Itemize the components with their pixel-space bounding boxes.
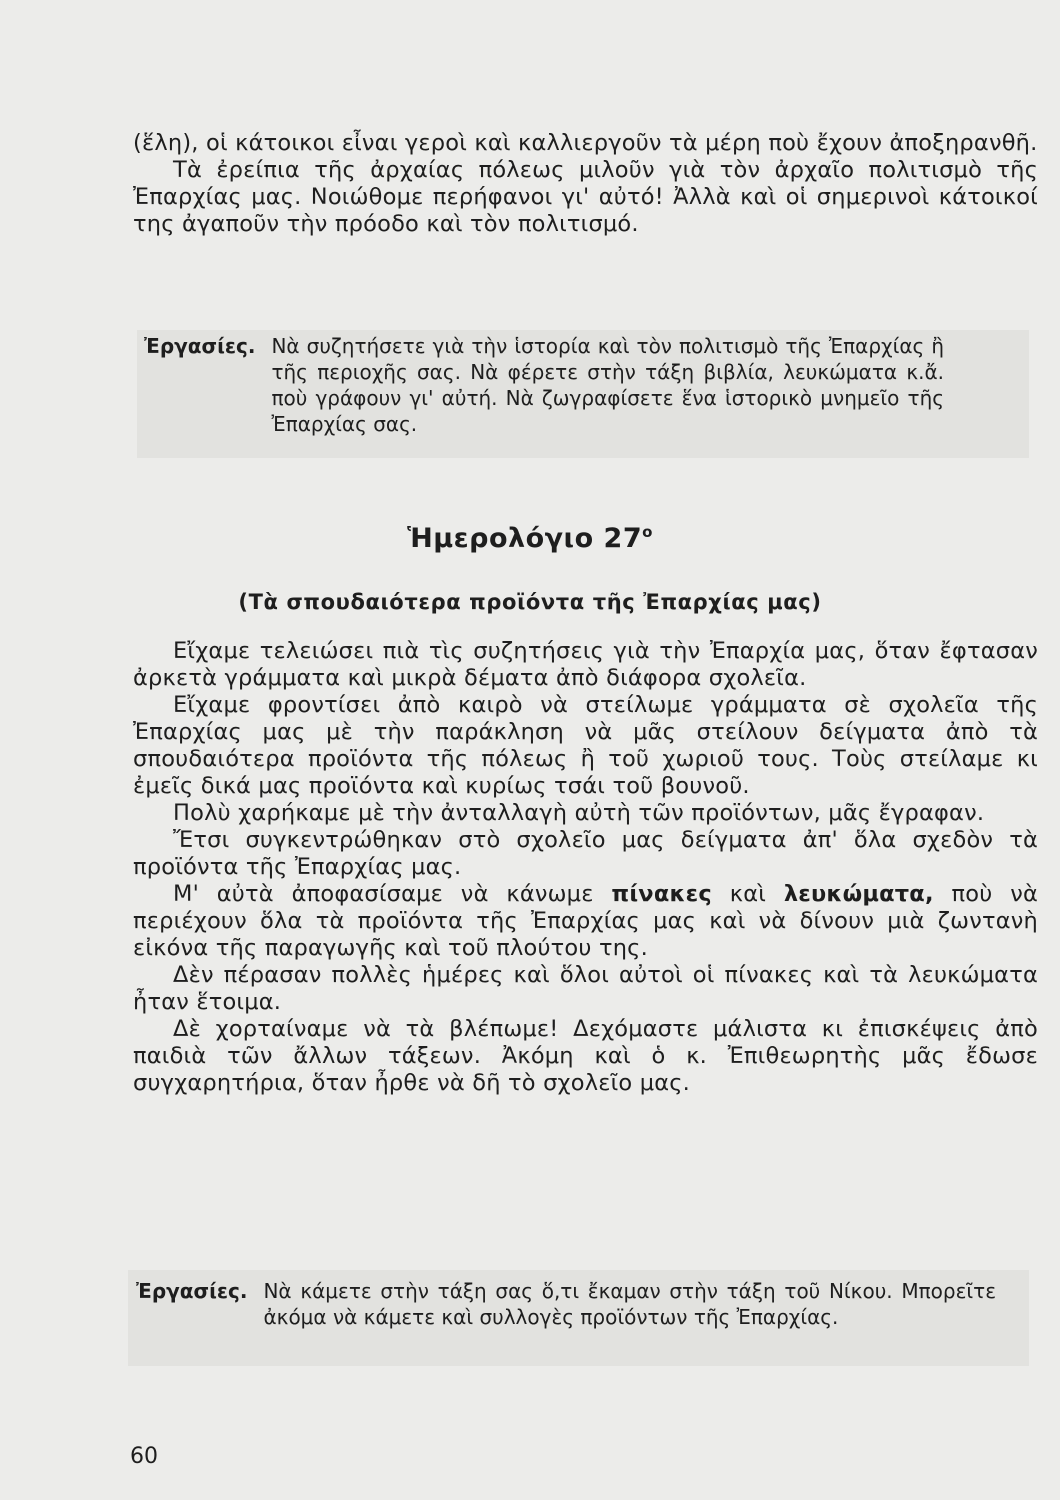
body-p5-bold-leukomata: λευκώματα, (783, 881, 934, 907)
page-number: 60 (130, 1444, 158, 1469)
body-p5-bold-pinakes: πίνακες (611, 881, 712, 907)
body-paragraph-2: Εἴχαμε φροντίσει ἀπὸ καιρὸ νὰ στείλωμε γράμματα σὲ σχολεῖα τῆς Ἐπαρχίας μας μὲ τὴν παράκληση νὰ μᾶς στείλουν δείγματα ἀπὸ τὰ σπουδαιότερα προϊόντα τῆς πόλεως ἢ τοῦ χωριοῦ τους. Τοὺς στείλαμε κι ἐμεῖς δικά μας προϊόντα καὶ κυρίως τσάι τοῦ βουνοῦ. (133, 692, 1038, 799)
body-paragraph-3: Πολὺ χαρήκαμε μὲ τὴν ἀνταλλαγὴ αὐτὴ τῶν προϊόντων, μᾶς ἔγραφαν. (173, 800, 985, 826)
body-p5-part-e: ποὺ νὰ περιέχουν ὅλα τὰ προϊόντα τῆς Ἐπαρχίας μας καὶ νὰ δίνουν μιὰ ζωντανὴ εἰκόνα τῆς παραγωγῆς καὶ τοῦ πλούτου της. (133, 881, 1039, 961)
diary-subtitle: (Τὰ σπουδαιότερα προϊόντα τῆς Ἐπαρχίας μας) (238, 590, 822, 614)
body-p5-part-c: καὶ (729, 881, 767, 907)
diary-title (0, 523, 1060, 554)
body-paragraph-4: Ἔτσι συγκεντρώθηκαν στὸ σχολεῖο μας δείγματα ἀπ' ὅλα σχεδὸν τὰ προϊόντα τῆς Ἐπαρχίας μας. (133, 827, 1038, 880)
diary-body (133, 638, 1038, 1097)
tasks-2-text: Νὰ κάμετε στὴν τάξη σας ὅ,τι ἔκαμαν στὴν τάξη τοῦ Νίκου. Μπορεῖτε ἀκόμα νὰ κάμετε καὶ συλλογὲς προϊόντων τῆς Ἐπαρχίας. (263, 1279, 996, 1329)
intro-line-1: (ἕλη), οἱ κάτοικοι εἶναι γεροὶ καὶ καλλιεργοῦν τὰ μέρη ποὺ ἔχουν ἀποξηρανθῆ. (133, 130, 1038, 156)
body-paragraph-6: Δὲν πέρασαν πολλὲς ἡμέρες καὶ ὅλοι αὐτοὶ οἱ πίνακες καὶ τὰ λευκώματα ἦταν ἕτοιμα. (133, 962, 1038, 1015)
diary-title-text: Ἡμερολόγιο 27 (407, 523, 643, 554)
tasks-1-text: Νὰ συζητήσετε γιὰ τὴν ἱστορία καὶ τὸν πολιτισμὸ τῆς Ἐπαρχίας ἢ τῆς περιοχῆς σας. Νὰ φέρετε στὴν τάξη βιβλία, λευκώματα κ.ἄ. ποὺ γράφουν γι' αὐτή. Νὰ ζωγραφίσετε ἕνα ἱστορικὸ μνημεῖο τῆς Ἐπαρχίας σας. (271, 334, 944, 436)
tasks-2-label: Ἐργασίες. (136, 1279, 248, 1303)
tasks-1-label: Ἐργασίες. (144, 334, 256, 358)
body-paragraph-1: Εἴχαμε τελειώσει πιὰ τὶς συζητήσεις γιὰ τὴν Ἐπαρχία μας, ὅταν ἔφτασαν ἀρκετὰ γράμματα καὶ μικρὰ δέματα ἀπὸ διάφορα σχολεῖα. (133, 638, 1038, 691)
body-paragraph-7: Δὲ χορταίναμε νὰ τὰ βλέπωμε! Δεχόμαστε μάλιστα κι ἐπισκέψεις ἀπὸ παιδιὰ τῶν ἄλλων τάξεων. Ἀκόμη καὶ ὁ κ. Ἐπιθεωρητὴς μᾶς ἔδωσε συγχαρητήρια, ὅταν ἦρθε νὰ δῆ τὸ σχολεῖο μας. (133, 1016, 1038, 1096)
diary-title-superscript: ο (642, 523, 653, 541)
body-p5-part-a: Μ' αὐτὰ ἀποφασίσαμε νὰ κάνωμε (173, 881, 594, 907)
body-paragraph-5 (133, 881, 1038, 962)
intro-line-2: Τὰ ἐρείπια τῆς ἀρχαίας πόλεως μιλοῦν γιὰ τὸν ἀρχαῖο πολιτισμὸ τῆς Ἐπαρχίας μας. Νοιώθομε περήφανοι γι' αὐτό! Ἀλλὰ καὶ οἱ σημερινοὶ κάτοικοί της ἀγαποῦν τὴν πρόοδο καὶ τὸν πολιτισμό. (133, 157, 1038, 237)
intro-text (133, 130, 1038, 238)
tasks-box-1 (144, 333, 944, 437)
tasks-box-2 (136, 1278, 996, 1330)
